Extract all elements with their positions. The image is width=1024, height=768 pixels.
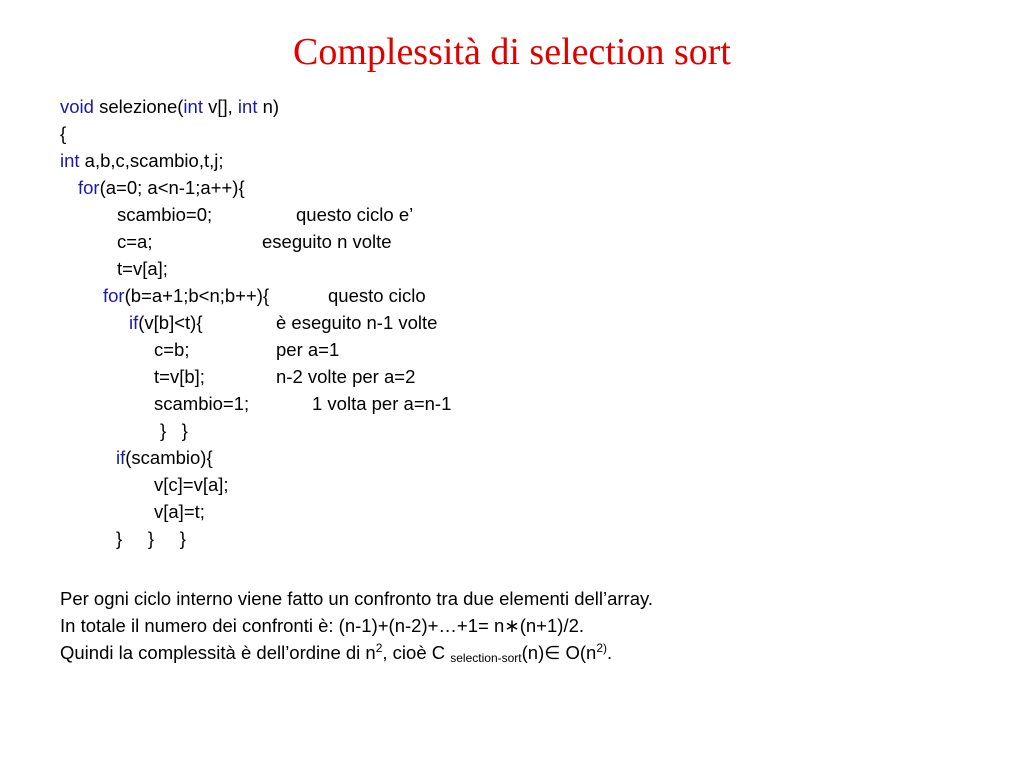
superscript: 2 — [375, 641, 383, 655]
text: , cioè C — [382, 642, 451, 663]
keyword: void — [60, 96, 94, 117]
annotation-note: per a=1 — [276, 339, 340, 360]
annotation-note: questo ciclo — [328, 285, 426, 306]
keyword: int — [183, 96, 203, 117]
superscript: 2) — [596, 641, 608, 655]
keyword: int — [60, 150, 80, 171]
code-text: n) — [257, 96, 280, 117]
subscript: selection-sort — [450, 651, 522, 665]
code-line-1 — [60, 93, 279, 120]
explanation-paragraph — [60, 585, 1000, 666]
code-text: (scambio){ — [125, 447, 213, 468]
paragraph-line-3 — [60, 639, 1000, 666]
code-line-16: v[a]=t; — [154, 501, 205, 522]
code-line-14 — [116, 444, 213, 471]
code-text: a,b,c,scambio,t,j; — [79, 150, 224, 171]
text: . — [607, 642, 613, 663]
keyword: for — [103, 285, 125, 306]
keyword: int — [237, 96, 258, 117]
keyword: if — [129, 312, 139, 333]
annotation-note: questo ciclo e’ — [296, 204, 414, 225]
code-line-11: t=v[b]; — [154, 366, 205, 387]
code-text: (b=a+1;b<n;b++){ — [124, 285, 270, 306]
code-line-9 — [129, 309, 203, 336]
text: (n)∈ O(n — [521, 642, 597, 663]
code-line-13: } } — [160, 420, 188, 441]
code-line-4 — [78, 174, 245, 201]
code-text: selezione( — [93, 96, 184, 117]
paragraph-line-1: Per ogni ciclo interno viene fatto un confronto tra due elementi dell’array. — [60, 588, 654, 609]
annotation-note: eseguito n volte — [262, 231, 392, 252]
code-text: (a=0; a<n-1;a++){ — [99, 177, 245, 198]
paragraph-line-2: In totale il numero dei confronti è: (n-1)+(n-2)+…+1= n∗(n+1)/2. — [60, 615, 585, 636]
code-line-5: scambio=0; — [117, 204, 213, 225]
annotation-note: 1 volta per a=n-1 — [312, 393, 452, 414]
annotation-note: n-2 volte per a=2 — [276, 366, 416, 387]
code-line-15: v[c]=v[a]; — [154, 474, 229, 495]
keyword: for — [78, 177, 100, 198]
code-line-6: c=a; — [117, 231, 153, 252]
annotation-note: è eseguito n-1 volte — [276, 312, 438, 333]
code-line-10: c=b; — [154, 339, 190, 360]
code-text: (v[b]<t){ — [138, 312, 203, 333]
code-line-7: t=v[a]; — [117, 258, 168, 279]
code-block — [0, 93, 1024, 563]
text: Quindi la complessità è dell’ordine di n — [60, 642, 376, 663]
slide-title: Complessità di selection sort — [292, 31, 731, 73]
code-line-12: scambio=1; — [154, 393, 250, 414]
code-line-2: { — [60, 123, 67, 144]
code-line-8 — [103, 282, 269, 309]
code-line-17: } } } — [116, 528, 186, 549]
code-line-3 — [60, 147, 224, 174]
code-text: v[], — [202, 96, 238, 117]
keyword: if — [116, 447, 126, 468]
